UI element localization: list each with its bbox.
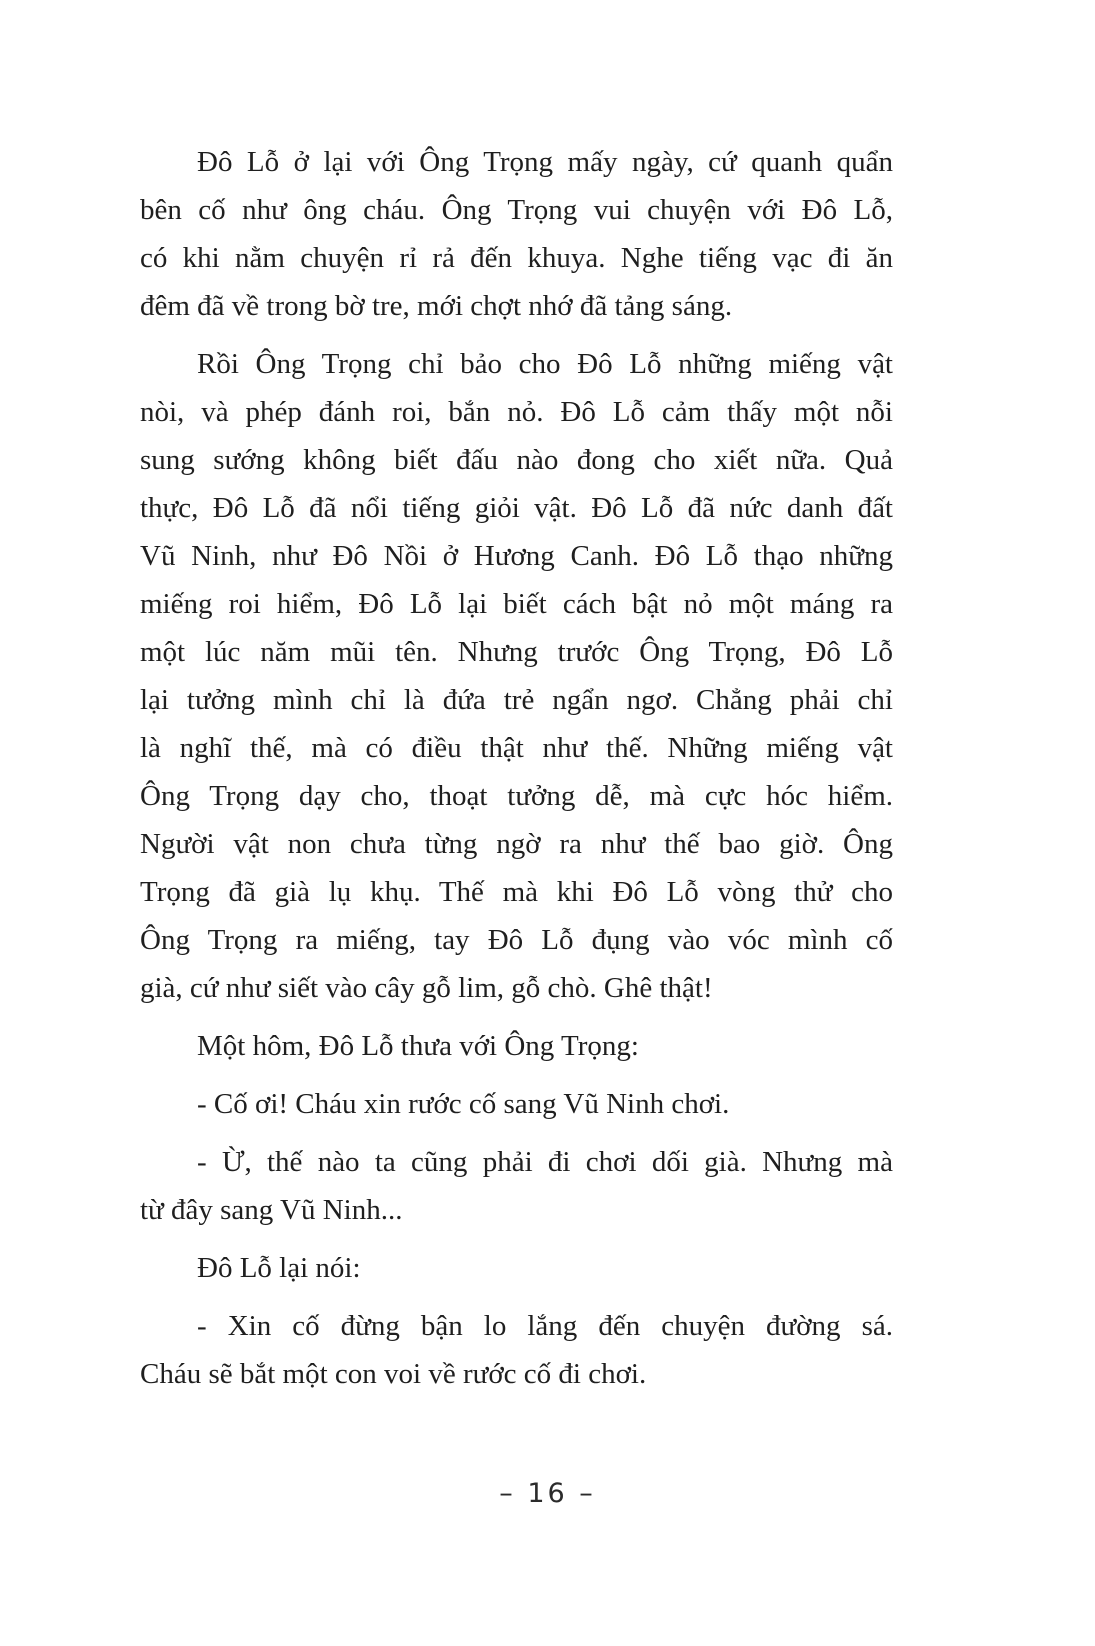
text-line: - Xin cố đừng bận lo lắng đến chuyện đường sá. [197,1310,893,1342]
dialogue-paragraph [140,1080,893,1128]
text-line: Đô Lỗ ở lại với Ông Trọng mấy ngày, cứ quanh quẩn [197,146,893,178]
text-line: bên cố như ông cháu. Ông Trọng vui chuyện với Đô Lỗ, [140,194,893,226]
paragraph [140,340,893,1012]
text-line: Ông Trọng dạy cho, thoạt tưởng dễ, mà cực hóc hiểm. [140,780,893,812]
text-line: Một hôm, Đô Lỗ thưa với Ông Trọng: [197,1030,639,1062]
text-line: đêm đã về trong bờ tre, mới chợt nhớ đã tảng sáng. [140,290,733,322]
text-line: Người vật non chưa từng ngờ ra như thế bao giờ. Ông [140,828,893,860]
text-line: nòi, và phép đánh roi, bắn nỏ. Đô Lỗ cảm thấy một nỗi [140,396,893,428]
text-line: thực, Đô Lỗ đã nổi tiếng giỏi vật. Đô Lỗ đã nức danh đất [140,492,893,524]
text-line: Rồi Ông Trọng chỉ bảo cho Đô Lỗ những miếng vật [197,348,893,380]
text-line: là nghĩ thế, mà có điều thật như thế. Những miếng vật [140,732,893,764]
text-line: Ông Trọng ra miếng, tay Đô Lỗ đụng vào vóc mình cố [140,924,893,956]
paragraph [140,1244,893,1292]
dialogue-paragraph [140,1138,893,1234]
text-line: - Cố ơi! Cháu xin rước cố sang Vũ Ninh chơi. [197,1088,730,1120]
body-text [140,138,893,1398]
text-line: sung sướng không biết đấu nào đong cho xiết nữa. Quả [140,444,893,476]
page-number: – 16 – [499,1478,596,1509]
text-line: Cháu sẽ bắt một con voi về rước cố đi chơi. [140,1358,647,1390]
paragraph [140,1022,893,1070]
text-line: lại tưởng mình chỉ là đứa trẻ ngẩn ngơ. Chẳng phải chỉ [140,684,893,716]
text-line: có khi nằm chuyện rỉ rả đến khuya. Nghe tiếng vạc đi ăn [140,242,893,274]
text-line: một lúc năm mũi tên. Nhưng trước Ông Trọng, Đô Lỗ [140,636,893,668]
paragraph [140,138,893,330]
dialogue-paragraph [140,1302,893,1398]
text-line: già, cứ như siết vào cây gỗ lim, gỗ chò. Ghê thật! [140,972,713,1004]
text-line: Trọng đã già lụ khụ. Thế mà khi Đô Lỗ vòng thử cho [140,876,893,908]
text-line: - Ừ, thế nào ta cũng phải đi chơi dối già. Nhưng mà [197,1146,893,1178]
text-line: Đô Lỗ lại nói: [197,1252,361,1284]
text-line: miếng roi hiểm, Đô Lỗ lại biết cách bật nỏ một máng ra [140,588,893,620]
text-line: Vũ Ninh, như Đô Nồi ở Hương Canh. Đô Lỗ thạo những [140,540,893,572]
text-line: từ đây sang Vũ Ninh... [140,1194,403,1226]
